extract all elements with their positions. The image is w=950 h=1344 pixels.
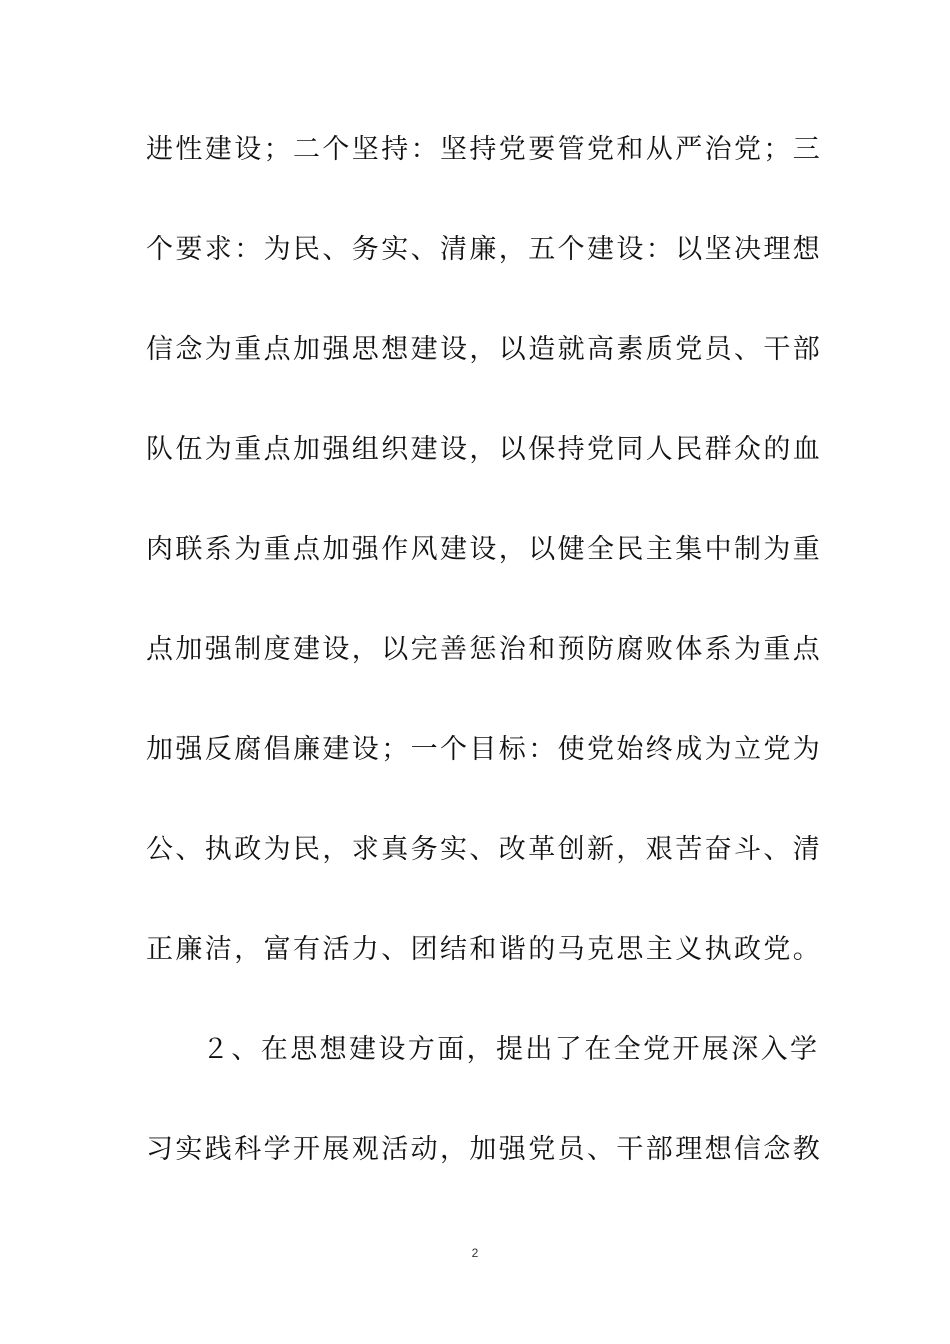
text-line-5: 肉联系为重点加强作风建设，以健全民主集中制为重 bbox=[146, 534, 823, 565]
text-line-7: 加强反腐倡廉建设；一个目标：使党始终成为立党为 bbox=[146, 734, 823, 765]
text-line-2: 个要求：为民、务实、清廉，五个建设：以坚决理想 bbox=[146, 234, 823, 265]
text-line-6: 点加强制度建设，以完善惩治和预防腐败体系为重点 bbox=[146, 634, 823, 665]
page-number: 2 bbox=[471, 1246, 479, 1260]
text-line-11: 习实践科学开展观活动，加强党员、干部理想信念教 bbox=[146, 1134, 823, 1165]
text-line-1: 进性建设；二个坚持：坚持党要管党和从严治党；三 bbox=[146, 134, 823, 165]
text-line-4: 队伍为重点加强组织建设，以保持党同人民群众的血 bbox=[146, 434, 823, 465]
text-line-3: 信念为重点加强思想建设，以造就高素质党员、干部 bbox=[146, 334, 823, 365]
text-line-8: 公、执政为民，求真务实、改革创新，艰苦奋斗、清 bbox=[146, 834, 823, 865]
text-line-9: 正廉洁，富有活力、团结和谐的马克思主义执政党。 bbox=[146, 934, 823, 965]
text-line-10: ２、在思想建设方面，提出了在全党开展深入学 bbox=[202, 1034, 820, 1065]
